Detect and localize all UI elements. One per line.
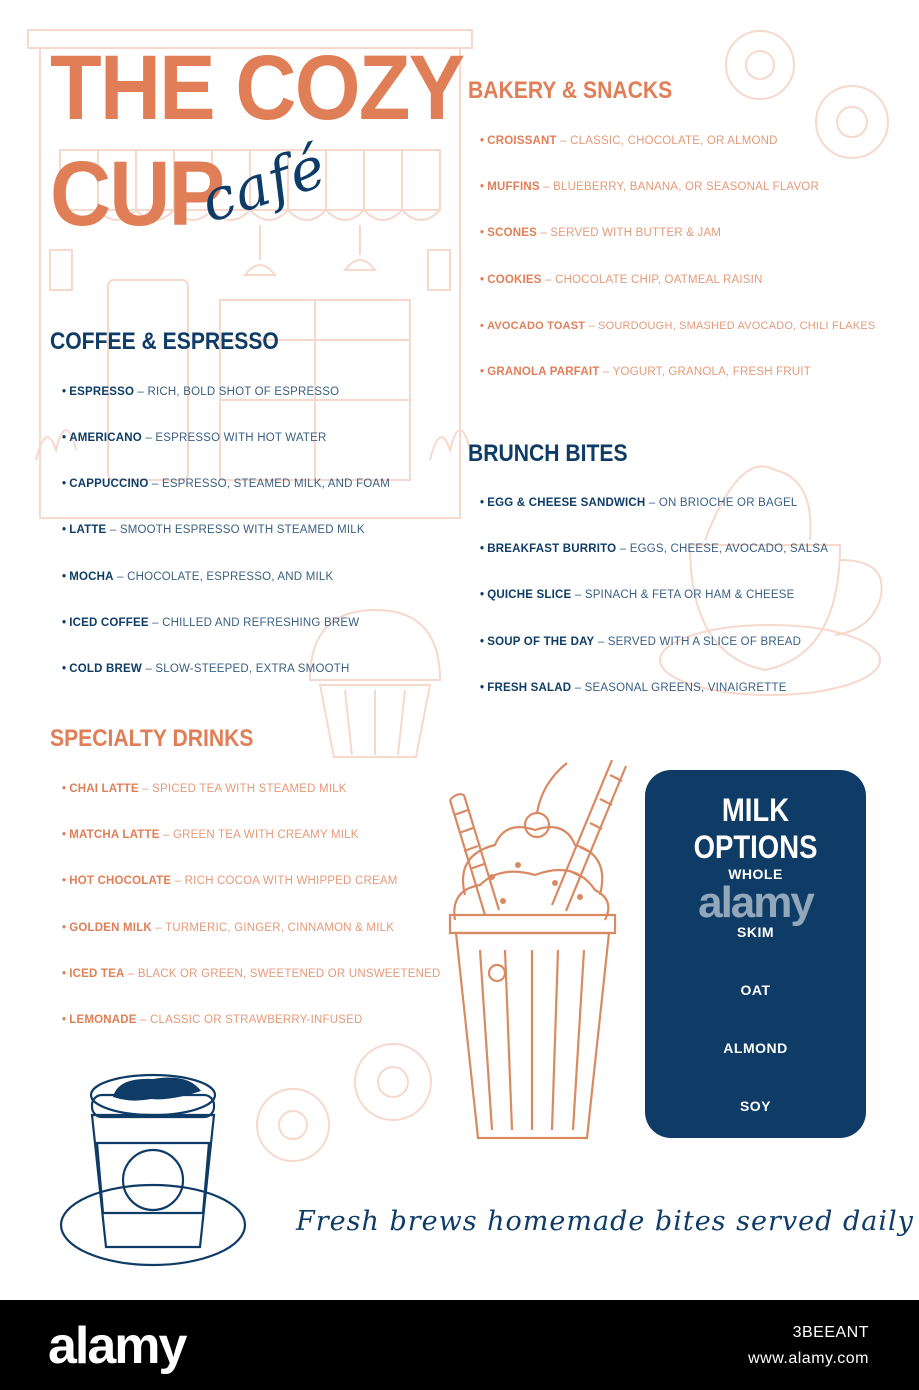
list-item: • MOCHA – CHOCOLATE, ESPRESSO, AND MILK bbox=[62, 571, 334, 583]
script-word: café bbox=[192, 132, 335, 236]
watermark-footer bbox=[0, 1300, 919, 1390]
bakery-heading: BAKERY & SNACKS bbox=[468, 77, 673, 104]
list-item: • LATTE – SMOOTH ESPRESSO WITH STEAMED MILK bbox=[62, 524, 365, 536]
list-item: • MUFFINS – BLUEBERRY, BANANA, OR SEASONAL FLAVOR bbox=[480, 181, 819, 193]
milk-option: ALMOND bbox=[723, 1040, 788, 1056]
footer-url[interactable]: www.alamy.com bbox=[748, 1350, 869, 1367]
milkshake-illustration bbox=[440, 755, 630, 1145]
list-item: • COLD BREW – SLOW-STEEPED, EXTRA SMOOTH bbox=[62, 663, 350, 675]
list-item: • BREAKFAST BURRITO – EGGS, CHEESE, AVOCADO, SALSA bbox=[480, 543, 829, 555]
list-item: • SOUP OF THE DAY – SERVED WITH A SLICE OF BREAD bbox=[480, 636, 802, 648]
list-item: • CAPPUCCINO – ESPRESSO, STEAMED MILK, AND FOAM bbox=[62, 478, 391, 490]
milk-option: WHOLE bbox=[728, 866, 783, 882]
list-item: • GOLDEN MILK – TURMERIC, GINGER, CINNAMON & MILK bbox=[62, 922, 395, 934]
brunch-heading: BRUNCH BITES bbox=[468, 440, 628, 467]
milk-options-panel bbox=[645, 770, 866, 1138]
list-item: • GRANOLA PARFAIT – YOGURT, GRANOLA, FRESH FRUIT bbox=[480, 366, 812, 378]
list-item: • AVOCADO TOAST – SOURDOUGH, SMASHED AVOCADO, CHILI FLAKES bbox=[480, 320, 876, 332]
list-item: • MATCHA LATTE – GREEN TEA WITH CREAMY MILK bbox=[62, 829, 359, 841]
milk-option: SOY bbox=[739, 1098, 772, 1114]
footer-logo: alamy bbox=[48, 1317, 186, 1375]
title-line-1: THE COZY bbox=[50, 37, 464, 139]
milk-option: SKIM bbox=[737, 924, 774, 940]
coffee-heading: COFFEE & ESPRESSO bbox=[50, 328, 279, 355]
tagline: Fresh brews homemade bites served daily bbox=[296, 1206, 914, 1237]
milk-heading: MILK OPTIONS bbox=[693, 792, 818, 865]
list-item: • ICED COFFEE – CHILLED AND REFRESHING BREW bbox=[62, 617, 360, 629]
list-item: • FRESH SALAD – SEASONAL GREENS, VINAIGRETTE bbox=[480, 682, 787, 694]
specialty-heading: SPECIALTY DRINKS bbox=[50, 725, 254, 752]
watermark-logo: alamy bbox=[698, 878, 813, 927]
list-item: • QUICHE SLICE – SPINACH & FETA OR HAM & CHEESE bbox=[480, 589, 795, 601]
list-item: • ESPRESSO – RICH, BOLD SHOT OF ESPRESSO bbox=[62, 386, 340, 398]
list-item: • ICED TEA – BLACK OR GREEN, SWEETENED OR UNSWEETENED bbox=[62, 968, 441, 980]
milk-option: OAT bbox=[740, 982, 771, 998]
image-id: 3BEEANT bbox=[792, 1324, 869, 1341]
list-item: • SCONES – SERVED WITH BUTTER & JAM bbox=[480, 227, 722, 239]
list-item: • CROISSANT – CLASSIC, CHOCOLATE, OR ALMOND bbox=[480, 135, 778, 147]
list-item: • AMERICANO – ESPRESSO WITH HOT WATER bbox=[62, 432, 327, 444]
list-item: • CHAI LATTE – SPICED TEA WITH STEAMED MILK bbox=[62, 783, 347, 795]
list-item: • COOKIES – CHOCOLATE CHIP, OATMEAL RAISIN bbox=[480, 274, 763, 286]
coffee-cup-illustration bbox=[58, 1065, 248, 1275]
title-line-2: CUP bbox=[50, 143, 224, 245]
list-item: • HOT CHOCOLATE – RICH COCOA WITH WHIPPED CREAM bbox=[62, 875, 398, 887]
list-item: • LEMONADE – CLASSIC OR STRAWBERRY-INFUSED bbox=[62, 1014, 363, 1026]
list-item: • EGG & CHEESE SANDWICH – ON BRIOCHE OR BAGEL bbox=[480, 497, 798, 509]
